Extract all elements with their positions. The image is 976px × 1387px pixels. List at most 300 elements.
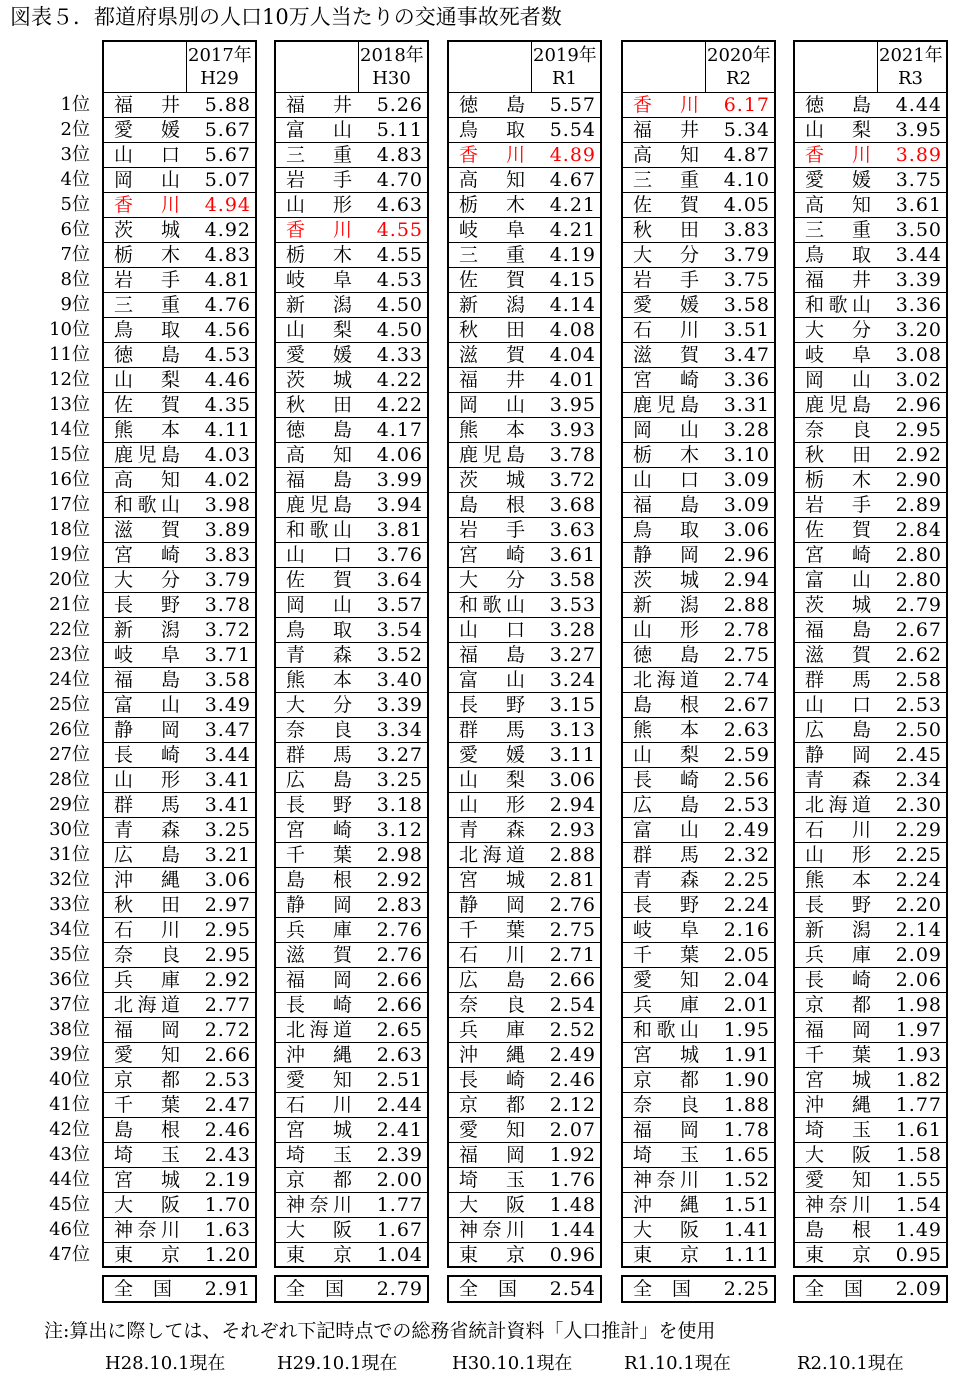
prefecture-name: 香川 bbox=[114, 194, 180, 216]
fatality-rate: 2.25 bbox=[723, 869, 770, 891]
fatality-rate: 2.09 bbox=[895, 944, 942, 966]
rank-label: 20位 bbox=[49, 569, 90, 590]
fatality-rate: 3.68 bbox=[549, 494, 596, 516]
prefecture-name: 三重 bbox=[633, 169, 699, 191]
table-row bbox=[795, 92, 946, 117]
table-row bbox=[795, 1142, 946, 1167]
rank-label: 21位 bbox=[49, 594, 90, 615]
fatality-rate: 2.78 bbox=[723, 619, 770, 641]
prefecture-name: 茨城 bbox=[805, 594, 871, 616]
fatality-rate: 3.81 bbox=[376, 519, 423, 541]
fatality-rate: 3.75 bbox=[895, 169, 942, 191]
fatality-rate: 3.18 bbox=[376, 794, 423, 816]
table-row bbox=[276, 1217, 427, 1242]
prefecture-name: 富山 bbox=[805, 569, 871, 591]
table-row bbox=[449, 617, 600, 642]
table-row bbox=[795, 617, 946, 642]
table-row bbox=[795, 1167, 946, 1192]
prefecture-name: 熊本 bbox=[633, 719, 699, 741]
fatality-rate: 2.97 bbox=[204, 894, 251, 916]
prefecture-name: 大阪 bbox=[805, 1144, 871, 1166]
table-row bbox=[104, 842, 255, 867]
fatality-rate: 3.72 bbox=[549, 469, 596, 491]
prefecture-name: 宮崎 bbox=[114, 544, 180, 566]
prefecture-name: 熊本 bbox=[805, 869, 871, 891]
prefecture-name: 佐賀 bbox=[633, 194, 699, 216]
prefecture-name: 宮城 bbox=[459, 869, 525, 891]
rank-label: 5位 bbox=[60, 194, 90, 215]
table-row bbox=[276, 442, 427, 467]
table-row bbox=[795, 117, 946, 142]
prefecture-name: 北海道 bbox=[633, 669, 699, 691]
fatality-rate: 4.19 bbox=[549, 244, 596, 266]
prefecture-name: 千葉 bbox=[286, 844, 352, 866]
prefecture-name: 山梨 bbox=[286, 319, 352, 341]
table-row bbox=[795, 567, 946, 592]
national-rate: 2.54 bbox=[549, 1278, 596, 1300]
table-row bbox=[104, 1242, 255, 1267]
fatality-rate: 2.88 bbox=[723, 594, 770, 616]
table-row bbox=[623, 142, 774, 167]
prefecture-name: 長野 bbox=[114, 594, 180, 616]
prefecture-name: 福島 bbox=[633, 494, 699, 516]
fatality-rate: 2.01 bbox=[723, 994, 770, 1016]
fatality-rate: 3.11 bbox=[549, 744, 596, 766]
table-row bbox=[449, 242, 600, 267]
prefecture-name: 宮城 bbox=[805, 1069, 871, 1091]
prefecture-name: 青森 bbox=[114, 819, 180, 841]
fatality-rate: 3.36 bbox=[723, 369, 770, 391]
fatality-rate: 1.77 bbox=[376, 1194, 423, 1216]
fatality-rate: 2.16 bbox=[723, 919, 770, 941]
rank-label: 46位 bbox=[49, 1219, 90, 1240]
table-row bbox=[623, 642, 774, 667]
fatality-rate: 3.58 bbox=[723, 294, 770, 316]
fatality-rate: 3.41 bbox=[204, 794, 251, 816]
table-row bbox=[104, 1142, 255, 1167]
fatality-rate: 1.82 bbox=[895, 1069, 942, 1091]
prefecture-name: 山口 bbox=[633, 469, 699, 491]
fatality-rate: 4.17 bbox=[376, 419, 423, 441]
table-row bbox=[623, 1167, 774, 1192]
prefecture-name: 東京 bbox=[459, 1244, 525, 1266]
prefecture-name: 秋田 bbox=[459, 319, 525, 341]
prefecture-name: 岡山 bbox=[114, 169, 180, 191]
era-label: R3 bbox=[897, 68, 923, 89]
reference-date: R2.10.1現在 bbox=[797, 1353, 904, 1374]
table-row bbox=[795, 267, 946, 292]
fatality-rate: 4.56 bbox=[204, 319, 251, 341]
table-row bbox=[623, 792, 774, 817]
table-row bbox=[623, 892, 774, 917]
reference-date: H28.10.1現在 bbox=[105, 1353, 226, 1374]
fatality-rate: 4.15 bbox=[549, 269, 596, 291]
table-row bbox=[795, 167, 946, 192]
table-row bbox=[449, 667, 600, 692]
table-row bbox=[795, 217, 946, 242]
table-row bbox=[623, 717, 774, 742]
prefecture-name: 京都 bbox=[114, 1069, 180, 1091]
fatality-rate: 3.15 bbox=[549, 694, 596, 716]
table-row bbox=[623, 217, 774, 242]
table-row bbox=[276, 242, 427, 267]
table-row bbox=[795, 867, 946, 892]
prefecture-name: 山口 bbox=[286, 544, 352, 566]
fatality-rate: 4.83 bbox=[376, 144, 423, 166]
table-row bbox=[104, 467, 255, 492]
fatality-rate: 3.08 bbox=[895, 344, 942, 366]
fatality-rate: 4.76 bbox=[204, 294, 251, 316]
prefecture-name: 秋田 bbox=[805, 444, 871, 466]
fatality-rate: 2.66 bbox=[549, 969, 596, 991]
rank-label: 38位 bbox=[49, 1019, 90, 1040]
fatality-rate: 3.34 bbox=[376, 719, 423, 741]
table-row bbox=[449, 792, 600, 817]
fatality-rate: 1.44 bbox=[549, 1219, 596, 1241]
rank-label: 13位 bbox=[49, 394, 90, 415]
prefecture-name: 千葉 bbox=[114, 1094, 180, 1116]
fatality-rate: 4.70 bbox=[376, 169, 423, 191]
prefecture-name: 島根 bbox=[459, 494, 525, 516]
prefecture-name: 香川 bbox=[805, 144, 871, 166]
rank-label: 41位 bbox=[49, 1094, 90, 1115]
table-row bbox=[276, 567, 427, 592]
table-row bbox=[795, 1092, 946, 1117]
rank-label: 26位 bbox=[49, 719, 90, 740]
fatality-rate: 2.76 bbox=[376, 919, 423, 941]
prefecture-name: 福岡 bbox=[114, 1019, 180, 1041]
fatality-rate: 2.43 bbox=[204, 1144, 251, 1166]
fatality-rate: 4.03 bbox=[204, 444, 251, 466]
fatality-rate: 1.54 bbox=[895, 1194, 942, 1216]
era-label: R1 bbox=[551, 68, 577, 89]
table-row bbox=[795, 242, 946, 267]
prefecture-name: 長崎 bbox=[459, 1069, 525, 1091]
prefecture-name: 埼玉 bbox=[459, 1169, 525, 1191]
national-rate: 2.91 bbox=[204, 1278, 251, 1300]
prefecture-name: 愛媛 bbox=[114, 119, 180, 141]
fatality-rate: 3.25 bbox=[204, 819, 251, 841]
table-row bbox=[795, 192, 946, 217]
table-row bbox=[623, 942, 774, 967]
prefecture-name: 福岡 bbox=[459, 1144, 525, 1166]
rank-label: 36位 bbox=[49, 969, 90, 990]
fatality-rate: 1.97 bbox=[895, 1019, 942, 1041]
table-row bbox=[276, 867, 427, 892]
ranking-table bbox=[102, 40, 257, 1268]
prefecture-name: 山梨 bbox=[114, 369, 180, 391]
fatality-rate: 4.10 bbox=[723, 169, 770, 191]
table-row bbox=[623, 392, 774, 417]
prefecture-name: 鹿児島 bbox=[805, 394, 871, 416]
prefecture-name: 長崎 bbox=[286, 994, 352, 1016]
table-row bbox=[449, 267, 600, 292]
national-label: 全国 bbox=[114, 1278, 172, 1300]
fatality-rate: 2.32 bbox=[723, 844, 770, 866]
prefecture-name: 島根 bbox=[114, 1119, 180, 1141]
table-row bbox=[795, 1117, 946, 1142]
fatality-rate: 2.74 bbox=[723, 669, 770, 691]
table-row bbox=[623, 492, 774, 517]
fatality-rate: 2.19 bbox=[204, 1169, 251, 1191]
prefecture-name: 千葉 bbox=[805, 1044, 871, 1066]
prefecture-name: 島根 bbox=[286, 869, 352, 891]
fatality-rate: 2.96 bbox=[723, 544, 770, 566]
fatality-rate: 2.44 bbox=[376, 1094, 423, 1116]
table-row bbox=[104, 242, 255, 267]
table-row bbox=[276, 892, 427, 917]
prefecture-name: 東京 bbox=[633, 1244, 699, 1266]
prefecture-name: 島根 bbox=[805, 1219, 871, 1241]
prefecture-name: 秋田 bbox=[286, 394, 352, 416]
rank-label: 43位 bbox=[49, 1144, 90, 1165]
table-row bbox=[104, 367, 255, 392]
prefecture-name: 長崎 bbox=[633, 769, 699, 791]
prefecture-name: 岩手 bbox=[286, 169, 352, 191]
table-row bbox=[623, 1242, 774, 1267]
prefecture-name: 香川 bbox=[459, 144, 525, 166]
prefecture-name: 福井 bbox=[286, 94, 352, 116]
prefecture-name: 鳥取 bbox=[633, 519, 699, 541]
reference-date: H29.10.1現在 bbox=[277, 1353, 398, 1374]
prefecture-name: 岐阜 bbox=[286, 269, 352, 291]
rank-label: 7位 bbox=[60, 244, 90, 265]
table-row bbox=[104, 717, 255, 742]
fatality-rate: 2.76 bbox=[376, 944, 423, 966]
prefecture-name: 鹿児島 bbox=[459, 444, 525, 466]
fatality-rate: 4.04 bbox=[549, 344, 596, 366]
table-row bbox=[623, 442, 774, 467]
table-row bbox=[449, 317, 600, 342]
ranking-table bbox=[447, 40, 602, 1268]
rank-label: 12位 bbox=[49, 369, 90, 390]
fatality-rate: 3.50 bbox=[895, 219, 942, 241]
fatality-rate: 2.67 bbox=[895, 619, 942, 641]
prefecture-name: 高知 bbox=[805, 194, 871, 216]
fatality-rate: 3.78 bbox=[549, 444, 596, 466]
fatality-rate: 2.50 bbox=[895, 719, 942, 741]
table-row bbox=[623, 867, 774, 892]
table-row bbox=[449, 1142, 600, 1167]
table-row bbox=[104, 867, 255, 892]
prefecture-name: 滋賀 bbox=[286, 944, 352, 966]
table-row bbox=[795, 417, 946, 442]
prefecture-name: 鹿児島 bbox=[286, 494, 352, 516]
table-row bbox=[449, 892, 600, 917]
fatality-rate: 1.91 bbox=[723, 1044, 770, 1066]
table-header bbox=[104, 42, 255, 92]
fatality-rate: 3.02 bbox=[895, 369, 942, 391]
prefecture-name: 愛知 bbox=[633, 969, 699, 991]
prefecture-name: 福岡 bbox=[633, 1119, 699, 1141]
table-row bbox=[449, 867, 600, 892]
rank-label: 28位 bbox=[49, 769, 90, 790]
table-row bbox=[104, 292, 255, 317]
fatality-rate: 3.61 bbox=[895, 194, 942, 216]
prefecture-name: 兵庫 bbox=[633, 994, 699, 1016]
rank-label: 23位 bbox=[49, 644, 90, 665]
prefecture-name: 岡山 bbox=[459, 394, 525, 416]
prefecture-name: 宮城 bbox=[114, 1169, 180, 1191]
fatality-rate: 5.54 bbox=[549, 119, 596, 141]
prefecture-name: 山口 bbox=[114, 144, 180, 166]
fatality-rate: 2.58 bbox=[895, 669, 942, 691]
rank-label: 45位 bbox=[49, 1194, 90, 1215]
table-row bbox=[795, 717, 946, 742]
table-row bbox=[795, 517, 946, 542]
table-header bbox=[276, 42, 427, 92]
table-row bbox=[449, 692, 600, 717]
prefecture-name: 高知 bbox=[286, 444, 352, 466]
fatality-rate: 2.00 bbox=[376, 1169, 423, 1191]
table-row bbox=[449, 392, 600, 417]
rank-label: 16位 bbox=[49, 469, 90, 490]
prefecture-name: 徳島 bbox=[114, 344, 180, 366]
fatality-rate: 2.75 bbox=[723, 644, 770, 666]
table-row bbox=[795, 442, 946, 467]
table-row bbox=[795, 942, 946, 967]
prefecture-name: 鹿児島 bbox=[114, 444, 180, 466]
table-row bbox=[795, 467, 946, 492]
prefecture-name: 大阪 bbox=[633, 1219, 699, 1241]
table-row bbox=[449, 342, 600, 367]
prefecture-name: 和歌山 bbox=[805, 294, 871, 316]
table-row bbox=[623, 667, 774, 692]
fatality-rate: 3.54 bbox=[376, 619, 423, 641]
table-row bbox=[623, 467, 774, 492]
fatality-rate: 3.78 bbox=[204, 594, 251, 616]
year-label: 2020年 bbox=[707, 45, 771, 66]
table-row bbox=[104, 1017, 255, 1042]
table-row bbox=[104, 767, 255, 792]
prefecture-name: 埼玉 bbox=[114, 1144, 180, 1166]
fatality-rate: 1.98 bbox=[895, 994, 942, 1016]
table-row bbox=[795, 692, 946, 717]
rank-label: 11位 bbox=[49, 344, 90, 365]
fatality-rate: 2.24 bbox=[723, 894, 770, 916]
rank-label: 24位 bbox=[49, 669, 90, 690]
table-row bbox=[104, 92, 255, 117]
fatality-rate: 2.52 bbox=[549, 1019, 596, 1041]
fatality-rate: 2.95 bbox=[204, 919, 251, 941]
table-row bbox=[104, 742, 255, 767]
prefecture-name: 埼玉 bbox=[805, 1119, 871, 1141]
fatality-rate: 2.66 bbox=[376, 969, 423, 991]
prefecture-name: 茨城 bbox=[633, 569, 699, 591]
prefecture-name: 茨城 bbox=[459, 469, 525, 491]
table-row bbox=[449, 992, 600, 1017]
year-table-0 bbox=[102, 40, 257, 1300]
year-label: 2017年 bbox=[188, 45, 252, 66]
table-row bbox=[623, 567, 774, 592]
table-row bbox=[449, 467, 600, 492]
prefecture-name: 愛媛 bbox=[459, 744, 525, 766]
prefecture-name: 石川 bbox=[286, 1094, 352, 1116]
table-row bbox=[104, 267, 255, 292]
table-row bbox=[104, 492, 255, 517]
fatality-rate: 4.21 bbox=[549, 219, 596, 241]
fatality-rate: 3.39 bbox=[895, 269, 942, 291]
table-row bbox=[449, 1042, 600, 1067]
rank-label: 30位 bbox=[49, 819, 90, 840]
rank-label: 4位 bbox=[60, 169, 90, 190]
fatality-rate: 2.41 bbox=[376, 1119, 423, 1141]
table-row bbox=[449, 417, 600, 442]
table-row bbox=[449, 767, 600, 792]
prefecture-name: 北海道 bbox=[114, 994, 180, 1016]
prefecture-name: 兵庫 bbox=[805, 944, 871, 966]
fatality-rate: 5.67 bbox=[204, 144, 251, 166]
header-divider bbox=[358, 42, 359, 92]
fatality-rate: 4.05 bbox=[723, 194, 770, 216]
fatality-rate: 4.11 bbox=[204, 419, 251, 441]
table-row bbox=[104, 417, 255, 442]
table-row bbox=[623, 342, 774, 367]
fatality-rate: 2.29 bbox=[895, 819, 942, 841]
table-row bbox=[276, 392, 427, 417]
header-divider bbox=[877, 42, 878, 92]
fatality-rate: 2.53 bbox=[723, 794, 770, 816]
fatality-rate: 3.61 bbox=[549, 544, 596, 566]
prefecture-name: 群馬 bbox=[459, 719, 525, 741]
table-row bbox=[795, 1217, 946, 1242]
prefecture-name: 佐賀 bbox=[114, 394, 180, 416]
prefecture-name: 宮崎 bbox=[286, 819, 352, 841]
prefecture-name: 三重 bbox=[286, 144, 352, 166]
prefecture-name: 熊本 bbox=[286, 669, 352, 691]
table-row bbox=[276, 1142, 427, 1167]
national-total-row bbox=[102, 1275, 257, 1303]
fatality-rate: 5.88 bbox=[204, 94, 251, 116]
fatality-rate: 3.95 bbox=[549, 394, 596, 416]
prefecture-name: 愛知 bbox=[286, 1069, 352, 1091]
rank-label: 35位 bbox=[49, 944, 90, 965]
table-row bbox=[276, 517, 427, 542]
prefecture-name: 青森 bbox=[633, 869, 699, 891]
prefecture-name: 大阪 bbox=[114, 1194, 180, 1216]
prefecture-name: 岡山 bbox=[633, 419, 699, 441]
fatality-rate: 3.79 bbox=[204, 569, 251, 591]
fatality-rate: 4.35 bbox=[204, 394, 251, 416]
prefecture-name: 静岡 bbox=[805, 744, 871, 766]
fatality-rate: 4.01 bbox=[549, 369, 596, 391]
national-label: 全国 bbox=[633, 1278, 691, 1300]
fatality-rate: 2.59 bbox=[723, 744, 770, 766]
prefecture-name: 埼玉 bbox=[633, 1144, 699, 1166]
prefecture-name: 岩手 bbox=[805, 494, 871, 516]
prefecture-name: 大阪 bbox=[286, 1219, 352, 1241]
header-divider bbox=[531, 42, 532, 92]
rank-label: 27位 bbox=[49, 744, 90, 765]
prefecture-name: 富山 bbox=[286, 119, 352, 141]
era-label: R2 bbox=[725, 68, 751, 89]
fatality-rate: 2.96 bbox=[895, 394, 942, 416]
fatality-rate: 4.81 bbox=[204, 269, 251, 291]
table-row bbox=[795, 392, 946, 417]
prefecture-name: 東京 bbox=[286, 1244, 352, 1266]
table-header bbox=[623, 42, 774, 92]
table-row bbox=[276, 1092, 427, 1117]
fatality-rate: 3.44 bbox=[895, 244, 942, 266]
table-row bbox=[623, 617, 774, 642]
prefecture-name: 神奈川 bbox=[805, 1194, 871, 1216]
national-rate: 2.79 bbox=[376, 1278, 423, 1300]
prefecture-name: 和歌山 bbox=[633, 1019, 699, 1041]
table-row bbox=[276, 992, 427, 1017]
fatality-rate: 1.20 bbox=[204, 1244, 251, 1266]
table-row bbox=[276, 667, 427, 692]
prefecture-name: 奈良 bbox=[633, 1094, 699, 1116]
